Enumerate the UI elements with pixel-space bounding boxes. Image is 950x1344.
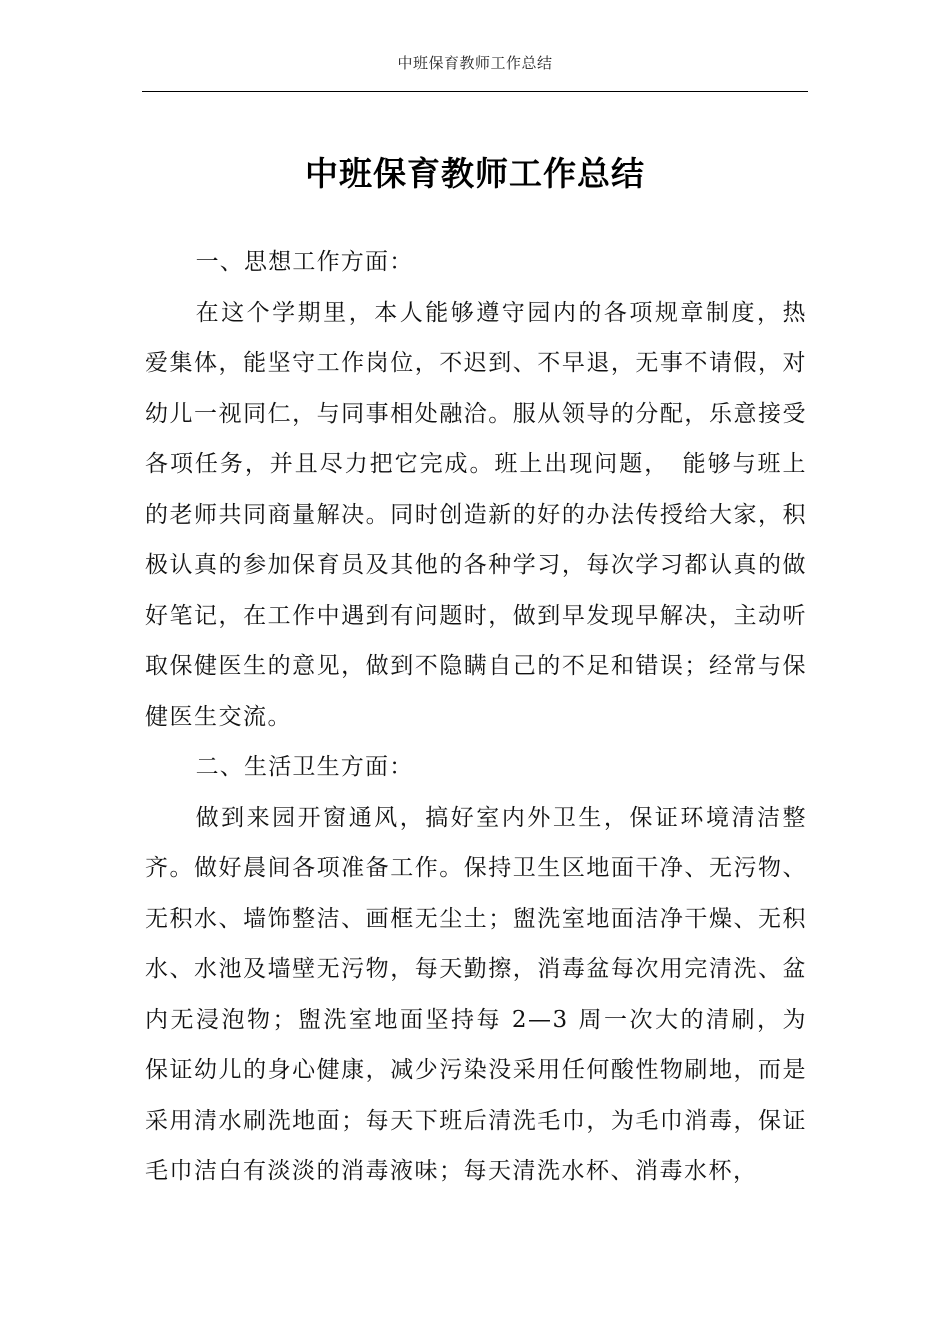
header-divider	[142, 91, 808, 92]
body-paragraph: 在这个学期里，本人能够遵守园内的各项规章制度，热爱集体，能坚守工作岗位，不迟到、不早退，无事不请假，对幼儿一视同仁，与同事相处融洽。服从领导的分配，乐意接受各项任务，并且尽力把它完成。班上出现问题， 能够与班上的老师共同商量解决。同时创造新的好的办法传授给大家，积极认真的参加保育员及其他的各种学习，每次学习都认真的做好笔记，在工作中遇到有问题时，做到早发现早解决，主动听取保健医生的意见，做到不隐瞒自己的不足和错误；经常与保健医生交流。	[145, 299, 807, 730]
document-body	[145, 237, 807, 1197]
document-title: 中班保育教师工作总结	[305, 154, 645, 193]
running-header: 中班保育教师工作总结	[397, 54, 553, 72]
section-heading: 二、生活卫生方面：	[195, 754, 414, 780]
section-heading: 一、思想工作方面：	[195, 249, 414, 275]
body-paragraph: 做到来园开窗通风，搞好室内外卫生，保证环境清洁整齐。做好晨间各项准备工作。保持卫生区地面干净、无污物、无积水、墙饰整洁、画框无尘土；盥洗室地面洁净干燥、无积水、水池及墙壁无污物，每天勤擦，消毒盆每次用完清洗、盆内无浸泡物；盥洗室地面坚持每 2—3 周一次大的清刷，为保证幼儿的身心健康，减少污染没采用任何酸性物刷地，而是采用清水刷洗地面；每天下班后清洗毛巾，为毛巾消毒，保证毛巾洁白有淡淡的消毒液味；每天清洗水杯、消毒水杯，	[145, 804, 807, 1184]
